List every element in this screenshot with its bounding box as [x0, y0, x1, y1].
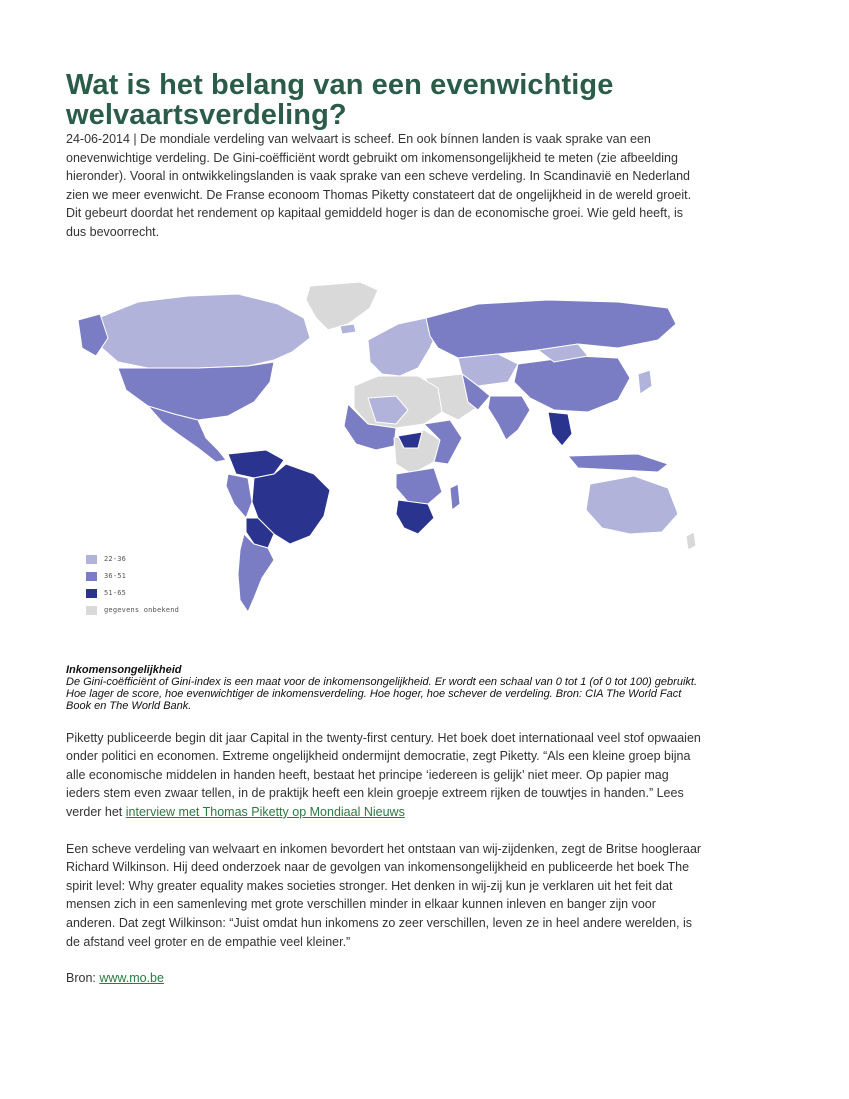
legend-item: [86, 568, 179, 585]
legend-item: [86, 551, 179, 568]
map-region-iceland: [340, 324, 356, 334]
map-region-peru: [226, 474, 252, 518]
legend-item: [86, 602, 179, 619]
legend-swatch: [86, 606, 97, 615]
legend-swatch: [86, 555, 97, 564]
map-region-indonesia: [568, 454, 668, 472]
world-map-figure: [78, 278, 703, 623]
map-region-china: [514, 356, 630, 412]
map-region-canada: [98, 294, 310, 368]
map-region-southeast-asia: [548, 412, 572, 446]
source-label: Bron:: [66, 971, 100, 986]
map-region-greenland: [306, 282, 378, 330]
map-region-new-zealand: [686, 532, 696, 550]
map-legend: [86, 551, 179, 619]
legend-item: [86, 585, 179, 602]
map-region-india: [488, 396, 530, 440]
article: [66, 70, 706, 988]
map-region-japan: [638, 370, 652, 394]
interview-link[interactable]: interview met Thomas Piketty op Mondiaal Nieuws: [125, 804, 405, 819]
map-region-southern-africa-middle: [396, 468, 442, 504]
source-link[interactable]: www.mo.be: [99, 971, 164, 986]
legend-swatch: [86, 572, 97, 581]
map-region-usa: [118, 362, 274, 420]
map-region-australia: [586, 476, 678, 534]
caption-title: Inkomensongelijkheid: [66, 663, 182, 676]
paragraph-piketty-text: Piketty publiceerde begin dit jaar Capital in the twenty-first century. Het boek doet internationaal veel stof opwaaien onder politici en economen. Extreme ongelijkheid ondermijnt democratie, zegt Piketty. “Als een kleine groep bijna alle economische middelen in handen heeft, bestaat het principe ‘iedereen is gelijk’ niet meer. Op papier mag ieders stem even zwaar tellen, in de praktijk heeft een klein groepje extreem rijken de touwtjes in handen.” Lees verder het: [66, 730, 701, 819]
paragraph-piketty: [66, 729, 706, 822]
page-title: Wat is het belang van een evenwichtige welvaartsverdeling?: [66, 69, 614, 131]
map-region-madagascar: [450, 484, 460, 510]
legend-label: 51-65: [104, 589, 127, 598]
intro-paragraph: 24-06-2014 | De mondiale verdeling van welvaart is scheef. En ook bínnen landen is vaak sprake van een onevenwichtige verdeling. De Gini-coëfficiënt wordt gebruikt om inkomensongelijkheid te meten (zie afbeelding hieronder). Vooral in ontwikkelingslanden is vaak sprake van een scheve verdeling. In Scandinavië en Nederland zien we meer evenwicht. De Franse econoom Thomas Piketty constateert dat de ongelijkheid in de wereld groeit. Dit gebeurt doordat het rendement op kapitaal gemiddeld hoger is dan de economische groei. Wie geld heeft, is dus bevoorrecht.: [66, 132, 692, 239]
legend-swatch: [86, 589, 97, 598]
map-region-south-africa: [396, 500, 434, 534]
paragraph-wilkinson: Een scheve verdeling van welvaart en inkomen bevordert het ontstaan van wij-zijdenken, zegt de Britse hoogleraar Richard Wilkinson. Hij deed onderzoek naar de gevolgen van inkomensongelijkheid en publiceerde het boek The spirit level: Why greater equality makes societies stronger. Het denken in wij-zij kun je verklaren uit het feit dat mensen zich in een samenleving met grote verschillen minder in elkaar kunnen inleven en banger zijn voor anderen. Dat zegt Wilkinson: “Juist omdat hun inkomens zo zeer verschillen, leven ze in heel andere werelden, is de afstand veel groter en de empathie veel kleiner.”: [66, 841, 702, 949]
legend-label: gegevens onbekend: [104, 606, 180, 615]
legend-label: 36-51: [104, 572, 127, 581]
caption-text: De Gini-coëfficiënt of Gini-index is een maat voor de inkomensongelijkheid. Er wordt een schaal van 0 tot 1 (of 0 tot 100) gebruikt. Hoe lager de score, hoe evenwichtiger de inkomensverdeling. Hoe hoger, hoe schever de verdeling. Bron: CIA The World Fact Book en The World Bank.: [66, 675, 698, 712]
legend-label: 22-36: [104, 555, 127, 564]
source-line: [66, 969, 706, 988]
